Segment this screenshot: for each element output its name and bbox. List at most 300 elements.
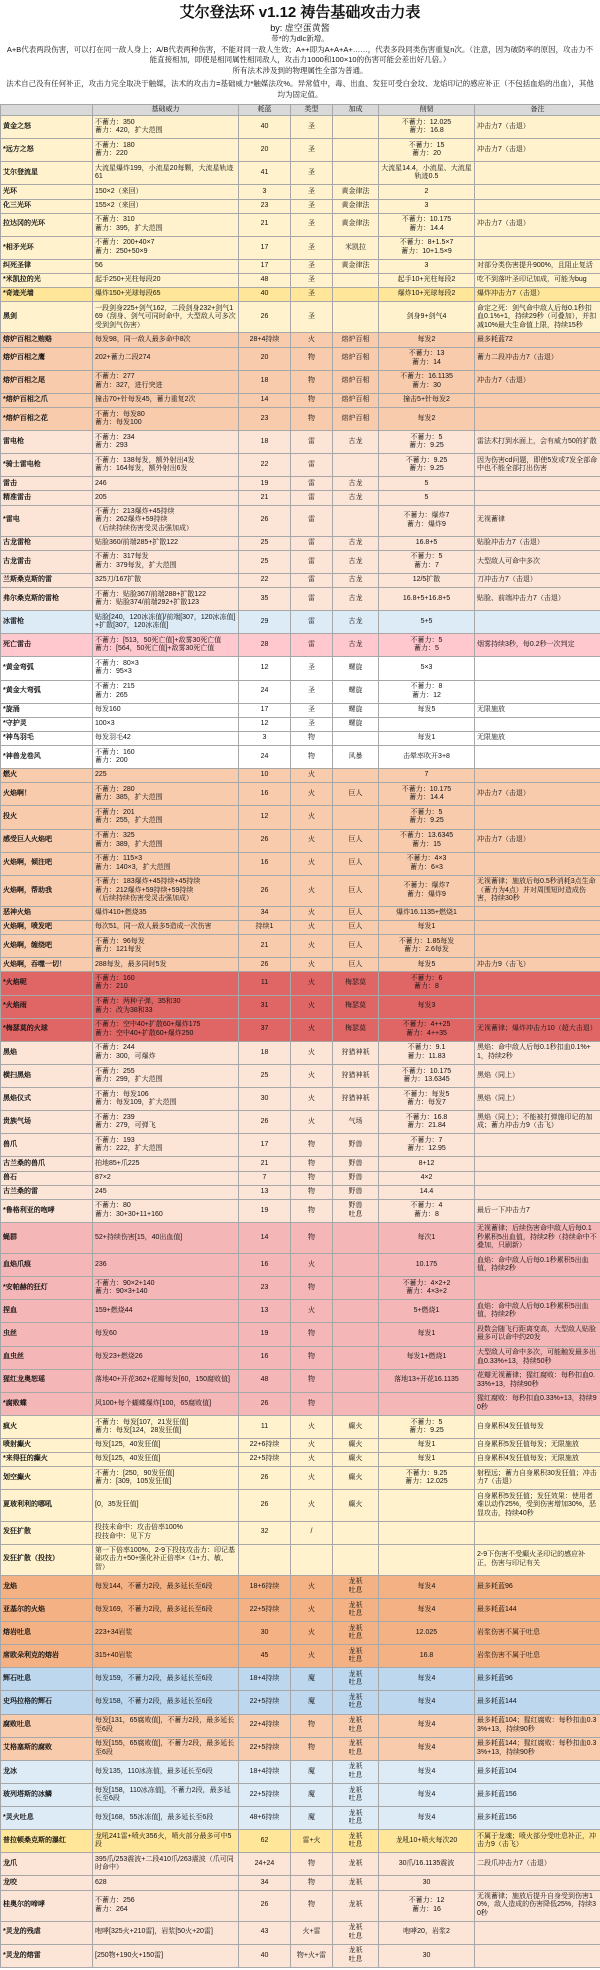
cell-name: 古龙雷枪	[1, 536, 93, 550]
cell-remarks: 烟雾持续3秒，每0.2秒一次判定	[475, 634, 600, 657]
cell-bonus: 巨人	[333, 852, 379, 875]
cell-power: 395爪/253震波+二段410爪/263震波（爪可同时命中）	[93, 1853, 239, 1876]
cell-poise: 不蓄力：9.25 蓄力：9.25	[379, 454, 475, 477]
cell-remarks: 冲击力7（击退）	[475, 370, 600, 393]
cell-fp: 21	[239, 213, 291, 236]
cell-poise	[379, 1490, 475, 1521]
table-row	[1, 995, 600, 1018]
cell-remarks: 吃不到落叶圣印记加成，可能为bug	[475, 274, 600, 288]
cell-remarks	[475, 806, 600, 829]
cell-bonus	[333, 288, 379, 302]
cell-fp: 40	[239, 288, 291, 302]
cell-remarks	[475, 477, 600, 491]
cell-name: 火焰啊，帮助我	[1, 875, 93, 906]
cell-power: 每发[131，65腐败值]，不蓄力2段，最多延长至6段	[93, 1714, 239, 1737]
cell-poise: 不蓄力：爆炸7 蓄力：爆炸9	[379, 505, 475, 536]
cell-bonus: 龙祇 吐息	[333, 1691, 379, 1714]
cell-remarks: 刀冲击力7（击退）	[475, 573, 600, 587]
table-body	[1, 116, 600, 1968]
table-row	[1, 1830, 600, 1853]
table-row	[1, 1876, 600, 1890]
cell-name: *火焰雨	[1, 995, 93, 1018]
cell-poise: 不蓄力：16.1135 蓄力：30	[379, 370, 475, 393]
cell-fp: 24	[239, 680, 291, 703]
cell-name: 划空癫火	[1, 1467, 93, 1490]
table-row	[1, 536, 600, 550]
cell-bonus	[333, 1323, 379, 1346]
table-row	[1, 347, 600, 370]
cell-power: 每发98，同一敌人最多命中8次	[93, 333, 239, 347]
cell-poise: 每发1	[379, 1453, 475, 1467]
cell-type: 火	[291, 1439, 333, 1453]
table-row	[1, 906, 600, 920]
cell-type: 物	[291, 407, 333, 430]
cell-fp: 28+4持续	[239, 333, 291, 347]
cell-bonus: 龙祇 吐息	[333, 1668, 379, 1691]
cell-fp: 14	[239, 393, 291, 407]
cell-remarks: 爆炸冲击力7（击退）	[475, 288, 600, 302]
cell-bonus: 龙祇 吐息	[333, 1645, 379, 1668]
cell-name: *相矛光环	[1, 236, 93, 259]
cell-poise: 16.8+5	[379, 536, 475, 550]
table-row	[1, 1521, 600, 1544]
cell-remarks: 射程远；蓄力自身累积30发狂值；冲击力7（击退）	[475, 1467, 600, 1490]
table-row	[1, 1944, 600, 1967]
cell-poise: 每发1	[379, 921, 475, 935]
table-row	[1, 657, 600, 680]
cell-type: 圣	[291, 703, 333, 717]
cell-type: 圣	[291, 259, 333, 273]
cell-poise: 2	[379, 185, 475, 199]
table-row	[1, 634, 600, 657]
cell-name: 恶神火焰	[1, 906, 93, 920]
cell-type: 圣	[291, 302, 333, 333]
cell-bonus: 米凯拉	[333, 236, 379, 259]
cell-bonus	[333, 1392, 379, 1415]
cell-power: 不蓄力：115×3 蓄力：140×3，扩大范围	[93, 852, 239, 875]
cell-fp: 19	[239, 477, 291, 491]
cell-poise: 16.8+5+16.8+5	[379, 588, 475, 611]
cell-name: 血虫丝	[1, 1346, 93, 1369]
cell-power: 不蓄力：310 蓄力：395，扩大范围	[93, 213, 239, 236]
cell-type: 圣	[291, 213, 333, 236]
cell-name: 黑焰仪式	[1, 1088, 93, 1111]
cell-bonus: 龙祇 吐息	[333, 1921, 379, 1944]
cell-name: 黄金之怒	[1, 116, 93, 139]
cell-name: 古兰桑的雷	[1, 1185, 93, 1199]
cell-fp: 22	[239, 573, 291, 587]
cell-remarks	[475, 657, 600, 680]
cell-bonus	[333, 769, 379, 783]
cell-type: 火+雷	[291, 1921, 333, 1944]
cell-type: 物	[291, 1277, 333, 1300]
cell-poise: 每发4	[379, 1668, 475, 1691]
cell-type: 物	[291, 1853, 333, 1876]
cell-type: 火	[291, 829, 333, 852]
cell-remarks: 二段爪冲击力7（击退）	[475, 1853, 600, 1876]
cell-bonus	[333, 139, 379, 162]
cell-fp: 18	[239, 1041, 291, 1064]
cell-remarks: 段数会随飞行距离变高，大型敌人贴脸最多可以命中约20发	[475, 1323, 600, 1346]
cell-power: 不蓄力：277 蓄力：327，进行突进	[93, 370, 239, 393]
cell-type: 雷	[291, 588, 333, 611]
cell-remarks: 无限施放	[475, 703, 600, 717]
cell-type: 雷	[291, 431, 333, 454]
cell-remarks	[475, 185, 600, 199]
cell-remarks: 冲击力7（击退）	[475, 829, 600, 852]
table-row	[1, 185, 600, 199]
cell-bonus: 古龙	[333, 573, 379, 587]
cell-power: 每发135，110冰冻值，最多延长至6段	[93, 1760, 239, 1783]
cell-poise: 剑身9+剑气4	[379, 302, 475, 333]
cell-fp: 26	[239, 1392, 291, 1415]
cell-fp: 22+5持续	[239, 1783, 291, 1806]
cell-type: 物	[291, 347, 333, 370]
cell-type: 物	[291, 1134, 333, 1157]
cell-power: 52+持续伤害[15，40出血值]	[93, 1222, 239, 1253]
table-row	[1, 236, 600, 259]
cell-type: 物	[291, 1323, 333, 1346]
cell-power: 一段剑身225+剑气162，二段剑身232+剑气169（刮身、剑气可同时命中，大型敌人可多次受到剑气伤害）	[93, 302, 239, 333]
cell-poise: 不蓄力：5 蓄力：9.25	[379, 1415, 475, 1438]
cell-power: 不蓄力：每发80 蓄力：每发100	[93, 407, 239, 430]
note-physical-type: 所有法术涉及到的物理属性全部为普通。	[232, 65, 368, 75]
table-row	[1, 972, 600, 995]
cell-bonus: 龙祇	[333, 1890, 379, 1921]
cell-type: 物	[291, 746, 333, 769]
cell-bonus	[333, 454, 379, 477]
cell-fp: 25	[239, 1064, 291, 1087]
cell-remarks: 冲击力7（击退）	[475, 116, 600, 139]
table-row	[1, 139, 600, 162]
cell-fp: 20	[239, 139, 291, 162]
cell-type: 火	[291, 995, 333, 1018]
table-header-row	[1, 105, 600, 116]
table-row	[1, 1544, 600, 1575]
cell-bonus	[333, 302, 379, 333]
cell-poise: 龙吼10+喷火每次20	[379, 1830, 475, 1853]
cell-remarks: 最多耗蓝96	[475, 1668, 600, 1691]
cell-name: 雷电枪	[1, 431, 93, 454]
cell-fp: 37	[239, 1018, 291, 1041]
cell-name: 龙咬	[1, 1876, 93, 1890]
table-row	[1, 1018, 600, 1041]
cell-type: 火	[291, 806, 333, 829]
cell-power: 不蓄力：213爆炸+45持续 蓄力：262爆炸+59持续 （后续持续伤害受灵击强加成）	[93, 505, 239, 536]
cell-name: 熔炉百相之贿赂	[1, 333, 93, 347]
cell-remarks	[475, 393, 600, 407]
cell-poise	[379, 1392, 475, 1415]
cell-fp: 41	[239, 162, 291, 185]
cell-remarks: 花瓣无视蓄律；猩红腐败：每秒扣血0.33%+13，持续90秒	[475, 1369, 600, 1392]
table-row	[1, 746, 600, 769]
table-row	[1, 588, 600, 611]
table-row	[1, 431, 600, 454]
cell-power: 288每发，最多同时5发	[93, 958, 239, 972]
cell-poise: 3	[379, 199, 475, 213]
cell-power: 大流星爆炸199，小流星20每颗，大流星轨迹61	[93, 162, 239, 185]
cell-poise: 30爪/16.1135震波	[379, 1853, 475, 1876]
cell-name: 亚基尔的火焰	[1, 1598, 93, 1621]
table-row	[1, 829, 600, 852]
table-row	[1, 1921, 600, 1944]
cell-poise: 不蓄力：6 蓄力：8	[379, 972, 475, 995]
table-row	[1, 491, 600, 505]
cell-remarks: 无视蓄律；后续伤害命中敌人后每0.1秒累积5出血值，持续2秒（持续命中不叠加，只刷新）	[475, 1222, 600, 1253]
note-scaling: 法术自己没有任何补正，攻击力完全取决于触媒，法术的攻击力=基础威力*触媒法攻%。异常值中，毒、出血、发狂可受白金坟、龙焰印记的感应补正（不包括血焰的出血），其他均为固定值。	[6, 79, 594, 99]
cell-bonus	[333, 1346, 379, 1369]
cell-poise: 16.8	[379, 1645, 475, 1668]
cell-power: 投技未命中：攻击倍率100% 投技命中：见下方	[93, 1521, 239, 1544]
cell-power: 159+燃烧44	[93, 1300, 239, 1323]
table-row	[1, 1439, 600, 1453]
cell-poise: 每发4	[379, 1807, 475, 1830]
cell-fp: 22+6持续	[239, 1439, 291, 1453]
cell-fp: 21	[239, 935, 291, 958]
cell-remarks: 因为伤害cd问题，即使5发或7发全部命中也不能全部打出伤害	[475, 454, 600, 477]
cell-bonus: 熔炉百相	[333, 333, 379, 347]
cell-type: 雷	[291, 505, 333, 536]
cell-type: 魔	[291, 1668, 333, 1691]
cell-poise: 每发4	[379, 1737, 475, 1760]
table-row	[1, 302, 600, 333]
cell-type: 圣	[291, 139, 333, 162]
cell-name: 光环	[1, 185, 93, 199]
cell-name: *神兽龙卷风	[1, 746, 93, 769]
cell-remarks	[475, 611, 600, 634]
table-row	[1, 1453, 600, 1467]
cell-power: 不蓄力：244 蓄力：300，可爆炸	[93, 1041, 239, 1064]
cell-name: 兰斯桑克斯的雷	[1, 573, 93, 587]
cell-fp: 22	[239, 454, 291, 477]
cell-fp: 35	[239, 588, 291, 611]
cell-fp: 12	[239, 657, 291, 680]
table-row	[1, 1134, 600, 1157]
cell-name: 古兰桑的兽爪	[1, 1157, 93, 1171]
cell-poise: 5	[379, 491, 475, 505]
cell-power: 不蓄力：201 蓄力：255，扩大范围	[93, 806, 239, 829]
cell-poise: 每发1+燃烧1	[379, 1346, 475, 1369]
cell-name: 火焰啊，吞噬一切！	[1, 958, 93, 972]
cell-power: 起手250+光柱每段20	[93, 274, 239, 288]
cell-remarks	[475, 1134, 600, 1157]
cell-type: 火	[291, 1645, 333, 1668]
cell-name: 血焰爪痕	[1, 1254, 93, 1277]
cell-type: 火	[291, 1575, 333, 1598]
cell-name: 夏玻利利的哪吼	[1, 1490, 93, 1521]
cell-power: 每发[168，55冰冻值]，最多延长至6段	[93, 1807, 239, 1830]
cell-bonus: 龙祇 吐息	[333, 1622, 379, 1645]
cell-bonus	[333, 274, 379, 288]
cell-fp: 26	[239, 505, 291, 536]
cell-remarks: 雷法术打到水面上，会有威力50的扩散	[475, 431, 600, 454]
cell-power: 爆炸150+光球每段65	[93, 288, 239, 302]
cell-name: 黑焰	[1, 1041, 93, 1064]
cell-remarks: 黑焰（同上）	[475, 1064, 600, 1087]
table-row	[1, 162, 600, 185]
cell-remarks	[475, 491, 600, 505]
cell-fp: 25	[239, 536, 291, 550]
cell-power: 每发[155，65腐败值]，不蓄力2段，最多延长至6段	[93, 1737, 239, 1760]
cell-fp: 26	[239, 1490, 291, 1521]
cell-bonus: 古龙	[333, 431, 379, 454]
cell-poise: 击晕率吹开3+8	[379, 746, 475, 769]
cell-power: 每发160	[93, 703, 239, 717]
cell-fp: 11	[239, 972, 291, 995]
cell-bonus	[333, 1254, 379, 1277]
cell-type: 雷	[291, 477, 333, 491]
cell-bonus: 野兽	[333, 1157, 379, 1171]
cell-fp: 18	[239, 431, 291, 454]
cell-remarks: 血焰：命中敌人后每0.1秒累积5出血值，持续2秒	[475, 1254, 600, 1277]
table-row	[1, 1714, 600, 1737]
cell-poise: 每发4	[379, 1783, 475, 1806]
cell-name: 兽爪	[1, 1134, 93, 1157]
table-row	[1, 1598, 600, 1621]
cell-remarks: 血焰：命中敌人后每0.1秒累积5出血值，持续2秒	[475, 1300, 600, 1323]
table-row	[1, 274, 600, 288]
cell-remarks: 自身累积5发狂值；发狂效果：使用者难以动作25%，受到伤害增加30%，恶显攻击，持续40秒	[475, 1490, 600, 1521]
table-row	[1, 731, 600, 745]
cell-fp: 22+5持续	[239, 1453, 291, 1467]
table-row	[1, 852, 600, 875]
cell-name: 感受巨人火焰吧	[1, 829, 93, 852]
cell-name: 龙冰	[1, 1760, 93, 1783]
table-row	[1, 1807, 600, 1830]
cell-power: 223+34岩浆	[93, 1622, 239, 1645]
cell-bonus: 螺旋	[333, 657, 379, 680]
cell-remarks: 最多耗蓝156	[475, 1783, 600, 1806]
cell-fp: 21	[239, 1157, 291, 1171]
incantation-table	[0, 104, 600, 1968]
cell-fp: 13	[239, 1300, 291, 1323]
cell-name: *黄金大弯弧	[1, 680, 93, 703]
cell-power: 不蓄力：215 蓄力：265	[93, 680, 239, 703]
cell-bonus: 古龙	[333, 491, 379, 505]
cell-power: 每发23+燃烧26	[93, 1346, 239, 1369]
cell-bonus: 古龙	[333, 611, 379, 634]
cell-remarks: 猩红腐败：每秒扣血0.33%+13，持续90秒	[475, 1392, 600, 1415]
cell-bonus: 古龙	[333, 634, 379, 657]
cell-name: 龙爪	[1, 1853, 93, 1876]
cell-poise: 5×3	[379, 657, 475, 680]
table-row	[1, 1088, 600, 1111]
cell-bonus: 梅瑟莫	[333, 1018, 379, 1041]
cell-fp: 26	[239, 1467, 291, 1490]
cell-fp: 62	[239, 1830, 291, 1853]
cell-fp: 7	[239, 1171, 291, 1185]
cell-poise: 不蓄力：1.85每发 蓄力：2.6每发	[379, 935, 475, 958]
cell-power: 不蓄力：[513，50死亡值]+敌雾30死亡值 蓄力：[564，50死亡值]+敌雾30死亡值	[93, 634, 239, 657]
cell-type: 火	[291, 1598, 333, 1621]
cell-fp: 22+4持续	[239, 1714, 291, 1737]
table-row	[1, 1222, 600, 1253]
table-row	[1, 783, 600, 806]
table-row	[1, 1346, 600, 1369]
cell-remarks: 岩浆伤害不属于吐息	[475, 1645, 600, 1668]
cell-name: 发狂扩散	[1, 1521, 93, 1544]
cell-power: 236	[93, 1254, 239, 1277]
cell-fp: 19	[239, 1323, 291, 1346]
cell-power: 每发169，不蓄力2段，最多延长至6段	[93, 1598, 239, 1621]
cell-type: 圣	[291, 236, 333, 259]
cell-bonus: 龙祇 吐息	[333, 1598, 379, 1621]
cell-type: 火	[291, 1064, 333, 1087]
cell-remarks: 蓄力二段冲击力7（击退）	[475, 347, 600, 370]
cell-name: 史玛拉格的辉石	[1, 1691, 93, 1714]
cell-type: 雷	[291, 491, 333, 505]
cell-bonus: 野兽	[333, 1171, 379, 1185]
cell-bonus: 巨人	[333, 829, 379, 852]
cell-bonus: 癫火	[333, 1490, 379, 1521]
cell-type: 圣	[291, 162, 333, 185]
cell-poise: 不蓄力：12.025 蓄力：16.8	[379, 116, 475, 139]
cell-power: 不蓄力：90×2+140 蓄力：90×3+140	[93, 1277, 239, 1300]
cell-fp: 18	[239, 370, 291, 393]
cell-poise: 爆炸10+光球每段2	[379, 288, 475, 302]
table-row	[1, 1185, 600, 1199]
cell-type: 火	[291, 935, 333, 958]
cell-bonus	[333, 1369, 379, 1392]
cell-bonus: 古龙	[333, 536, 379, 550]
cell-name: 腐败吐息	[1, 1714, 93, 1737]
cell-type: 魔	[291, 1760, 333, 1783]
cell-bonus	[333, 116, 379, 139]
cell-fp: 17	[239, 236, 291, 259]
cell-name: 雷击	[1, 477, 93, 491]
cell-remarks	[475, 1277, 600, 1300]
cell-remarks: 最多耗蓝72	[475, 333, 600, 347]
cell-remarks: 无视蓄律；爆炸冲击力10（超大击退）	[475, 1018, 600, 1041]
cell-remarks	[475, 1876, 600, 1890]
cell-type: 圣	[291, 657, 333, 680]
cell-bonus: 龙祇 吐息	[333, 1944, 379, 1967]
cell-remarks: 自身累积4发狂值每发	[475, 1415, 600, 1438]
cell-type: 火	[291, 906, 333, 920]
cell-name: *熔炉百相之爪	[1, 393, 93, 407]
cell-remarks	[475, 906, 600, 920]
cell-power: 撞击70+针每发45，蓄力重复2次	[93, 393, 239, 407]
table-row	[1, 769, 600, 783]
table-row	[1, 703, 600, 717]
cell-bonus: 螺旋	[333, 680, 379, 703]
cell-name: 拉达冈的光环	[1, 213, 93, 236]
cell-bonus: 狩猎神祇	[333, 1088, 379, 1111]
cell-bonus	[333, 1277, 379, 1300]
cell-name: 喷射癫火	[1, 1439, 93, 1453]
table-row	[1, 1392, 600, 1415]
cell-type: 雷	[291, 634, 333, 657]
cell-type: 火	[291, 1453, 333, 1467]
cell-bonus: 熔炉百相	[333, 393, 379, 407]
note-damage-notation: A+B代表两段伤害，可以打在同一敌人身上；A/B代表两种伤害，不能对同一敌人生效；A++即为A+A+A+……，代表多段同类伤害重复n次。（注意，因为破防率的原因，攻击力不能直接相加，即使是相同属性相同敌人，攻击力1000和100×10的伤害可能会差出好几倍。）	[6, 44, 594, 64]
cell-poise: 每发4	[379, 1575, 475, 1598]
cell-power: 315+40岩浆	[93, 1645, 239, 1668]
cell-poise: 不蓄力：4 蓄力：8	[379, 1199, 475, 1222]
cell-power: 不蓄力：234 蓄力：293	[93, 431, 239, 454]
cell-power: 落地40+开花362+花瓣每发[60，150腐败值]	[93, 1369, 239, 1392]
cell-bonus: 古龙	[333, 477, 379, 491]
cell-power: 不蓄力：138每发，额外射出4发 蓄力：164每发，额外射出6发	[93, 454, 239, 477]
cell-bonus	[333, 806, 379, 829]
cell-remarks: 无限施放	[475, 731, 600, 745]
cell-power: 不蓄力：[250，90发狂值] 蓄力：[309，105发狂值]	[93, 1467, 239, 1490]
cell-name: 燃火	[1, 769, 93, 783]
cell-type: 物	[291, 1737, 333, 1760]
cell-bonus: 气场	[333, 1111, 379, 1134]
cell-name: 化三光环	[1, 199, 93, 213]
cell-poise: 不蓄力：每发5 蓄力：每发7	[379, 1088, 475, 1111]
